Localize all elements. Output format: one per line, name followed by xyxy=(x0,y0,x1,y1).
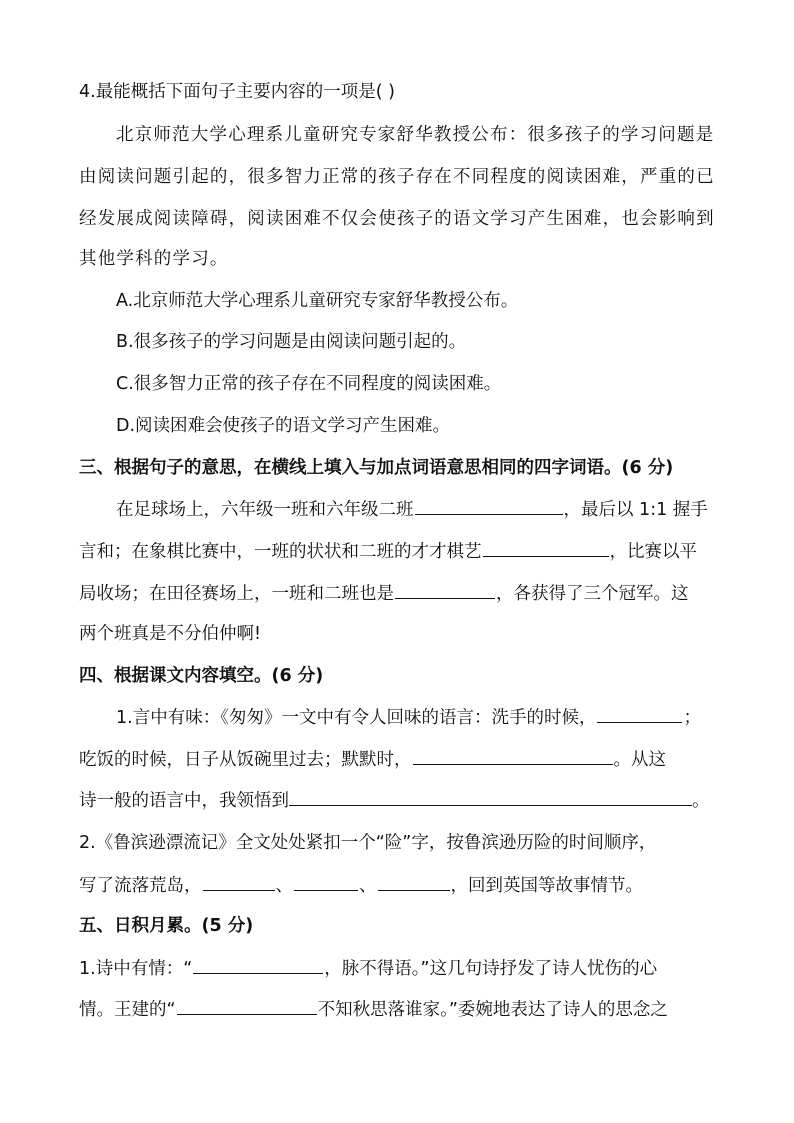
section-3-heading: 三、根据句子的意思，在横线上填入与加点词语意思相同的四字词语。(6 分) xyxy=(79,458,674,478)
s3-line-1 xyxy=(0,497,794,522)
fill-blank-2[interactable] xyxy=(483,539,609,557)
s4-text: 吃饭的时候，日子从饭碗里过去；默默时， xyxy=(79,750,412,770)
s3-text: ，最后以 1:1 握手 xyxy=(563,500,708,520)
s4-line-5 xyxy=(0,873,794,898)
fill-blank-6[interactable] xyxy=(289,793,692,806)
fill-blank-5[interactable] xyxy=(413,747,613,765)
q4-option-b[interactable]: B.很多孩子的学习问题是由阅读问题引起的。 xyxy=(116,332,467,352)
s3-text: ，各获得了三个冠军。这 xyxy=(496,584,689,604)
s5-text: 1.诗中有情：“ xyxy=(79,959,193,979)
s3-text: 在足球场上，六年级一班和六年级二班 xyxy=(116,500,414,520)
s4-text: 写了流落荒岛， xyxy=(79,876,202,896)
s4-text: 。从这 xyxy=(613,750,666,770)
q4-passage-line-1: 北京师范大学心理系儿童研究专家舒华教授公布：很多孩子的学习问题是 xyxy=(116,125,715,145)
s4-text: 诗一般的语言中，我领悟到 xyxy=(79,791,289,811)
fill-blank-11[interactable] xyxy=(177,997,317,1015)
s5-line-1 xyxy=(0,956,794,981)
fill-blank-10[interactable] xyxy=(193,956,323,974)
q4-passage-line-3: 经发展成阅读障碍，阅读困难不仅会使孩子的语文学习产生困难，也会影响到 xyxy=(79,209,715,229)
fill-blank-4[interactable] xyxy=(597,705,682,723)
s3-line-4: 两个班真是不分伯仲啊! xyxy=(79,624,262,644)
s4-line-4: 2.《鲁滨逊漂流记》全文处处紧扣一个“险”字，按鲁滨逊历险的时间顺序， xyxy=(79,833,657,853)
s3-line-2 xyxy=(0,539,794,564)
fill-blank-7[interactable] xyxy=(203,873,275,891)
q4-title: 4.最能概括下面句子主要内容的一项是( ) xyxy=(79,82,395,102)
s3-line-3 xyxy=(0,581,794,606)
s5-text: 情。王建的“ xyxy=(79,1000,176,1020)
section-5-heading: 五、日积月累。(5 分) xyxy=(79,916,254,936)
s4-text: ； xyxy=(683,708,701,728)
s4-text: 、 xyxy=(275,876,293,896)
fill-blank-9[interactable] xyxy=(378,873,450,891)
s5-text: ，脉不得语。”这几句诗抒发了诗人忧伤的心 xyxy=(324,959,658,979)
s5-text: 不知秋思落谁家。”委婉地表达了诗人的思念之 xyxy=(317,1000,668,1020)
q4-passage-line-4: 其他学科的学习。 xyxy=(79,249,229,269)
s5-line-2 xyxy=(0,997,794,1022)
fill-blank-8[interactable] xyxy=(294,873,358,891)
s4-line-1 xyxy=(0,705,794,730)
q4-option-c[interactable]: C.很多智力正常的孩子存在不同程度的阅读困难。 xyxy=(116,374,502,394)
s4-text: 、 xyxy=(359,876,377,896)
q4-option-d[interactable]: D.阅读困难会使孩子的语文学习产生困难。 xyxy=(116,416,451,436)
s4-text: 。 xyxy=(692,791,710,811)
s4-line-2 xyxy=(0,747,794,772)
fill-blank-3[interactable] xyxy=(395,581,495,599)
s4-text: ，回到英国等故事情节。 xyxy=(450,876,643,896)
q4-passage-line-2: 由阅读问题引起的，很多智力正常的孩子存在不同程度的阅读困难，严重的已 xyxy=(79,167,715,187)
s4-line-3 xyxy=(0,789,794,813)
section-4-heading: 四、根据课文内容填空。(6 分) xyxy=(79,666,324,686)
s4-text: 1.言中有味：《匆匆》一文中有令人回味的语言：洗手的时候， xyxy=(116,708,597,728)
s3-text: 言和；在象棋比赛中，一班的状状和二班的才才棋艺 xyxy=(79,542,482,562)
s3-text: ，比赛以平 xyxy=(609,542,697,562)
fill-blank-1[interactable] xyxy=(415,497,563,515)
q4-option-a[interactable]: A.北京师范大学心理系儿童研究专家舒华教授公布。 xyxy=(116,291,519,311)
s3-text: 局收场；在田径赛场上，一班和二班也是 xyxy=(79,584,394,604)
